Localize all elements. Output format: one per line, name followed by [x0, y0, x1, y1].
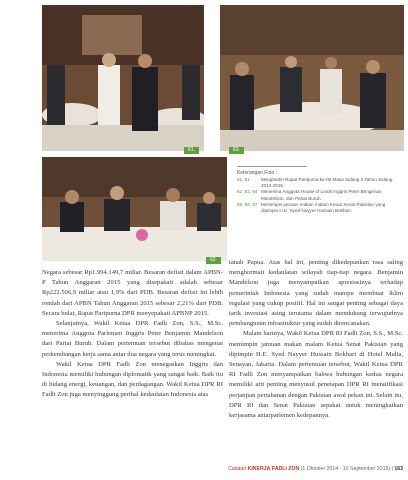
caption-item-text: Menghadiri Rapat Paripurna ke-09 Masa Sidang II Tahun Sidang 2014-2015. — [261, 177, 393, 189]
photo-top-left — [42, 5, 204, 151]
body-column-right — [229, 258, 403, 421]
photo-tag-61: 61. — [184, 147, 199, 154]
photo-caption — [237, 170, 403, 214]
body-column-left — [42, 268, 223, 401]
footer-separator: | — [391, 466, 393, 472]
caption-item — [237, 202, 403, 214]
caption-item-id: 62, 63, 64 — [237, 189, 258, 195]
caption-title: Keterangan Foto : — [237, 170, 278, 176]
footer-period: (1 Oktober 2014 - 10 September 2015) — [300, 466, 391, 472]
page-number: 163 — [394, 466, 403, 472]
photo-tag-62: 62. — [206, 257, 221, 264]
photo-tag-63: 63. — [229, 147, 244, 154]
photo-top-right — [220, 5, 404, 151]
caption-item — [237, 177, 403, 189]
paragraph: Selanjutnya, Wakil Ketua DPR Fadli Zon, S.S., M.Sc. menerima Anggota Parlemen Inggris Peter Benjamin Mandelson dari Partai Buruh. Dalam pertemuan tersebut dibahas mengenai perkembangan kerja sama antar dua negara yang terus meningkat. — [42, 320, 223, 358]
paragraph: Malam harinya, Wakil Ketua DPR RI Fadli Zon, S.S., M.Sc. memimpin jamuan makan malam Ketua Senat Pakistan yang dipimpin H.E. Syed Nayyer Hussain Bokhari di Hotel Mulia, Senayan, Jakarta. Dalam pertemuan tersebut, Wakil Ketua DPR RI Fadli Zon menyampaikan bahwa hubungan kedua negara memiliki arti penting menyusul penetapan DPR RI meratifikasi perjanjian pertahanan dengan Pakistan awal pekan ini. Selain itu, DPR RI dan Senat Pakistan sepakat untuk meningkatkan kerjasama antarparlemen kedepannya. — [229, 330, 403, 420]
paragraph: Negara sebesar Rp1.994.149,7 miliar. Besaran defisit dalam APBN-P Tahun Anggaran 2015 yang disepakati adalah sebesar Rp222.506,9 miliar atau 1,9% dari PDB. Besaran defisit ini lebih rendah dari APBN Tahun Anggaran 2015 sebesar 2,21% dari PDB. Secara bulat, Rapat Paripurna DPR menyepakati APBNP 2015. — [42, 269, 223, 317]
footer-fadli-zon: FADLI ZON — [271, 466, 300, 472]
caption-item-text: Menerima Anggota House of Lords Inggris Peter Bengirnan Mandelson, dan Partai Buruh. — [261, 189, 382, 201]
photo-middle — [42, 157, 227, 261]
page-footer — [205, 466, 403, 472]
footer-kinerja: KINERJA — [247, 466, 271, 472]
caption-item — [237, 189, 403, 201]
footer-catatan: Catatan — [227, 466, 247, 472]
paragraph: Wakil Ketua DPR Fadli Zon menegaskan Inggris dan Indonesia memiliki hubungan diplomatik yang sangat baik. Baik itu di bidang energi, keuangan, dan perdagangan. Wakil Ketua DPR RI Fadli Zon juga menyinggung perihal kedaulatan Indonesia atas — [42, 360, 223, 399]
caption-divider — [237, 166, 307, 167]
caption-item-id: 65, 66, 67 — [237, 201, 258, 207]
caption-item-text: Memimpin jamuan makan malam Ketua Senat Pakistan yang dipimpin H.E. Syed Nayyer Hussain Bokhari. — [261, 201, 386, 214]
paragraph: tanah Papua. Atas hal ini, penting dikedepankan rasa saling menghormati kedaulatan wilayah tiap-tiap negara. Benjamin Mandelson juga menyampaikan apresiasinya terhadap pemerintah Indonesia yang sudah mampu membuat iklim regulasi yang cukup positif. Hal ini sangat penting sebagai daya tarik investasi asing terutama dalam mendukung terwujudnya pembangunan infrastruktur yang sudah direncanakan. — [229, 259, 403, 328]
caption-item-id: 61, 61 — [237, 177, 250, 182]
